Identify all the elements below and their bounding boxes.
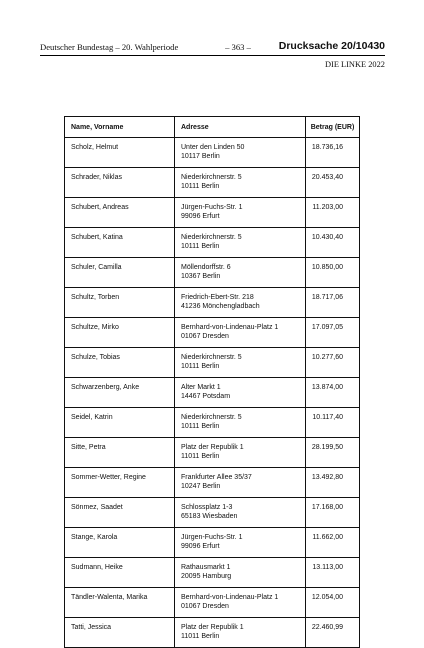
cell-amount: 13.492,80 — [306, 468, 360, 498]
cell-name: Schuler, Camilla — [65, 258, 175, 288]
cell-address — [175, 168, 306, 198]
table-row — [65, 438, 360, 468]
address-city: 10367 Berlin — [181, 273, 221, 280]
address-street: Jürgen-Fuchs-Str. 1 — [181, 534, 243, 541]
cell-address — [175, 498, 306, 528]
cell-address — [175, 558, 306, 588]
cell-amount: 10.430,40 — [306, 228, 360, 258]
table-row — [65, 588, 360, 618]
table-body — [65, 138, 360, 648]
cell-name: Seidel, Katrin — [65, 408, 175, 438]
table-row — [65, 528, 360, 558]
cell-amount: 10.850,00 — [306, 258, 360, 288]
address-street: Bernhard-von-Lindenau-Platz 1 — [181, 324, 279, 331]
address-city: 65183 Wiesbaden — [181, 513, 238, 520]
page-number: – 363 – — [225, 42, 251, 52]
address-city: 01067 Dresden — [181, 603, 229, 610]
cell-name: Tändler-Walenta, Marika — [65, 588, 175, 618]
address-street: Rathausmarkt 1 — [181, 564, 231, 571]
table-row — [65, 498, 360, 528]
cell-address — [175, 468, 306, 498]
table-row — [65, 168, 360, 198]
cell-address — [175, 288, 306, 318]
column-header-amount: Betrag (EUR) — [306, 117, 360, 138]
address-street: Alter Markt 1 — [181, 384, 221, 391]
address-city: 14467 Potsdam — [181, 393, 231, 400]
cell-name: Sommer-Wetter, Regine — [65, 468, 175, 498]
column-header-address: Adresse — [175, 117, 306, 138]
address-street: Niederkirchnerstr. 5 — [181, 414, 242, 421]
address-city: 11011 Berlin — [181, 453, 220, 460]
cell-name: Schwarzenberg, Anke — [65, 378, 175, 408]
cell-address — [175, 138, 306, 168]
donations-table — [64, 116, 360, 648]
cell-name: Stange, Karola — [65, 528, 175, 558]
cell-amount: 13.874,00 — [306, 378, 360, 408]
table-row — [65, 558, 360, 588]
address-city: 10117 Berlin — [181, 153, 220, 160]
address-street: Platz der Republik 1 — [181, 444, 244, 451]
address-city: 99096 Erfurt — [181, 543, 220, 550]
table-row — [65, 138, 360, 168]
cell-amount: 11.203,00 — [306, 198, 360, 228]
address-city: 10111 Berlin — [181, 243, 220, 250]
table-row — [65, 378, 360, 408]
cell-name: Tatti, Jessica — [65, 618, 175, 648]
cell-name: Schubert, Katina — [65, 228, 175, 258]
address-street: Niederkirchnerstr. 5 — [181, 234, 242, 241]
cell-amount: 22.460,99 — [306, 618, 360, 648]
address-street: Schlossplatz 1-3 — [181, 504, 233, 511]
cell-address — [175, 228, 306, 258]
cell-amount: 18.717,06 — [306, 288, 360, 318]
table-row — [65, 288, 360, 318]
address-street: Friedrich-Ebert-Str. 218 — [181, 294, 254, 301]
cell-amount: 20.453,40 — [306, 168, 360, 198]
table-header-row — [65, 117, 360, 138]
cell-address — [175, 528, 306, 558]
cell-amount: 13.113,00 — [306, 558, 360, 588]
cell-amount: 10.277,60 — [306, 348, 360, 378]
column-header-name: Name, Vorname — [65, 117, 175, 138]
cell-name: Scholz, Helmut — [65, 138, 175, 168]
cell-amount: 10.117,40 — [306, 408, 360, 438]
cell-amount: 12.054,00 — [306, 588, 360, 618]
cell-name: Sudmann, Heike — [65, 558, 175, 588]
cell-name: Schrader, Niklas — [65, 168, 175, 198]
table-row — [65, 468, 360, 498]
table-row — [65, 408, 360, 438]
address-street: Niederkirchnerstr. 5 — [181, 174, 242, 181]
cell-amount: 11.662,00 — [306, 528, 360, 558]
cell-name: Schultze, Mirko — [65, 318, 175, 348]
table-row — [65, 318, 360, 348]
cell-address — [175, 408, 306, 438]
address-street: Frankfurter Allee 35/37 — [181, 474, 252, 481]
address-city: 10111 Berlin — [181, 183, 220, 190]
party-year-label: DIE LINKE 2022 — [324, 60, 385, 69]
cell-amount: 28.199,50 — [306, 438, 360, 468]
table-row — [65, 258, 360, 288]
cell-address — [175, 198, 306, 228]
header-rule — [40, 55, 385, 56]
cell-name: Schulze, Tobias — [65, 348, 175, 378]
address-street: Platz der Republik 1 — [181, 624, 244, 631]
cell-address — [175, 438, 306, 468]
table-row — [65, 198, 360, 228]
table-row — [65, 348, 360, 378]
address-city: 10111 Berlin — [181, 363, 220, 370]
cell-address — [175, 318, 306, 348]
cell-amount: 17.097,05 — [306, 318, 360, 348]
cell-amount: 17.168,00 — [306, 498, 360, 528]
document-label: Drucksache 20/ — [278, 40, 356, 52]
address-city: 99096 Erfurt — [181, 213, 220, 220]
cell-name: Sönmez, Saadet — [65, 498, 175, 528]
page-header — [40, 40, 385, 54]
cell-address — [175, 348, 306, 378]
address-street: Jürgen-Fuchs-Str. 1 — [181, 204, 243, 211]
cell-name: Schultz, Torben — [65, 288, 175, 318]
document-number — [279, 40, 385, 52]
address-city: 10247 Berlin — [181, 483, 221, 490]
address-city: 10111 Berlin — [181, 423, 220, 430]
table-row — [65, 618, 360, 648]
cell-amount: 18.736,16 — [306, 138, 360, 168]
address-city: 20095 Hamburg — [181, 573, 232, 580]
address-street: Möllendorffstr. 6 — [181, 264, 231, 271]
cell-address — [175, 588, 306, 618]
address-city: 01067 Dresden — [181, 333, 229, 340]
document-id: 10430 — [355, 40, 385, 52]
parliament-label: Deutscher Bundestag – 20. Wahlperiode — [40, 42, 179, 52]
address-city: 41236 Mönchengladbach — [181, 303, 260, 310]
address-street: Unter den Linden 50 — [181, 144, 245, 151]
cell-name: Schubert, Andreas — [65, 198, 175, 228]
address-street: Bernhard-von-Lindenau-Platz 1 — [181, 594, 279, 601]
address-street: Niederkirchnerstr. 5 — [181, 354, 242, 361]
cell-address — [175, 618, 306, 648]
cell-name: Sitte, Petra — [65, 438, 175, 468]
cell-address — [175, 258, 306, 288]
address-city: 11011 Berlin — [181, 633, 220, 640]
cell-address — [175, 378, 306, 408]
table-row — [65, 228, 360, 258]
